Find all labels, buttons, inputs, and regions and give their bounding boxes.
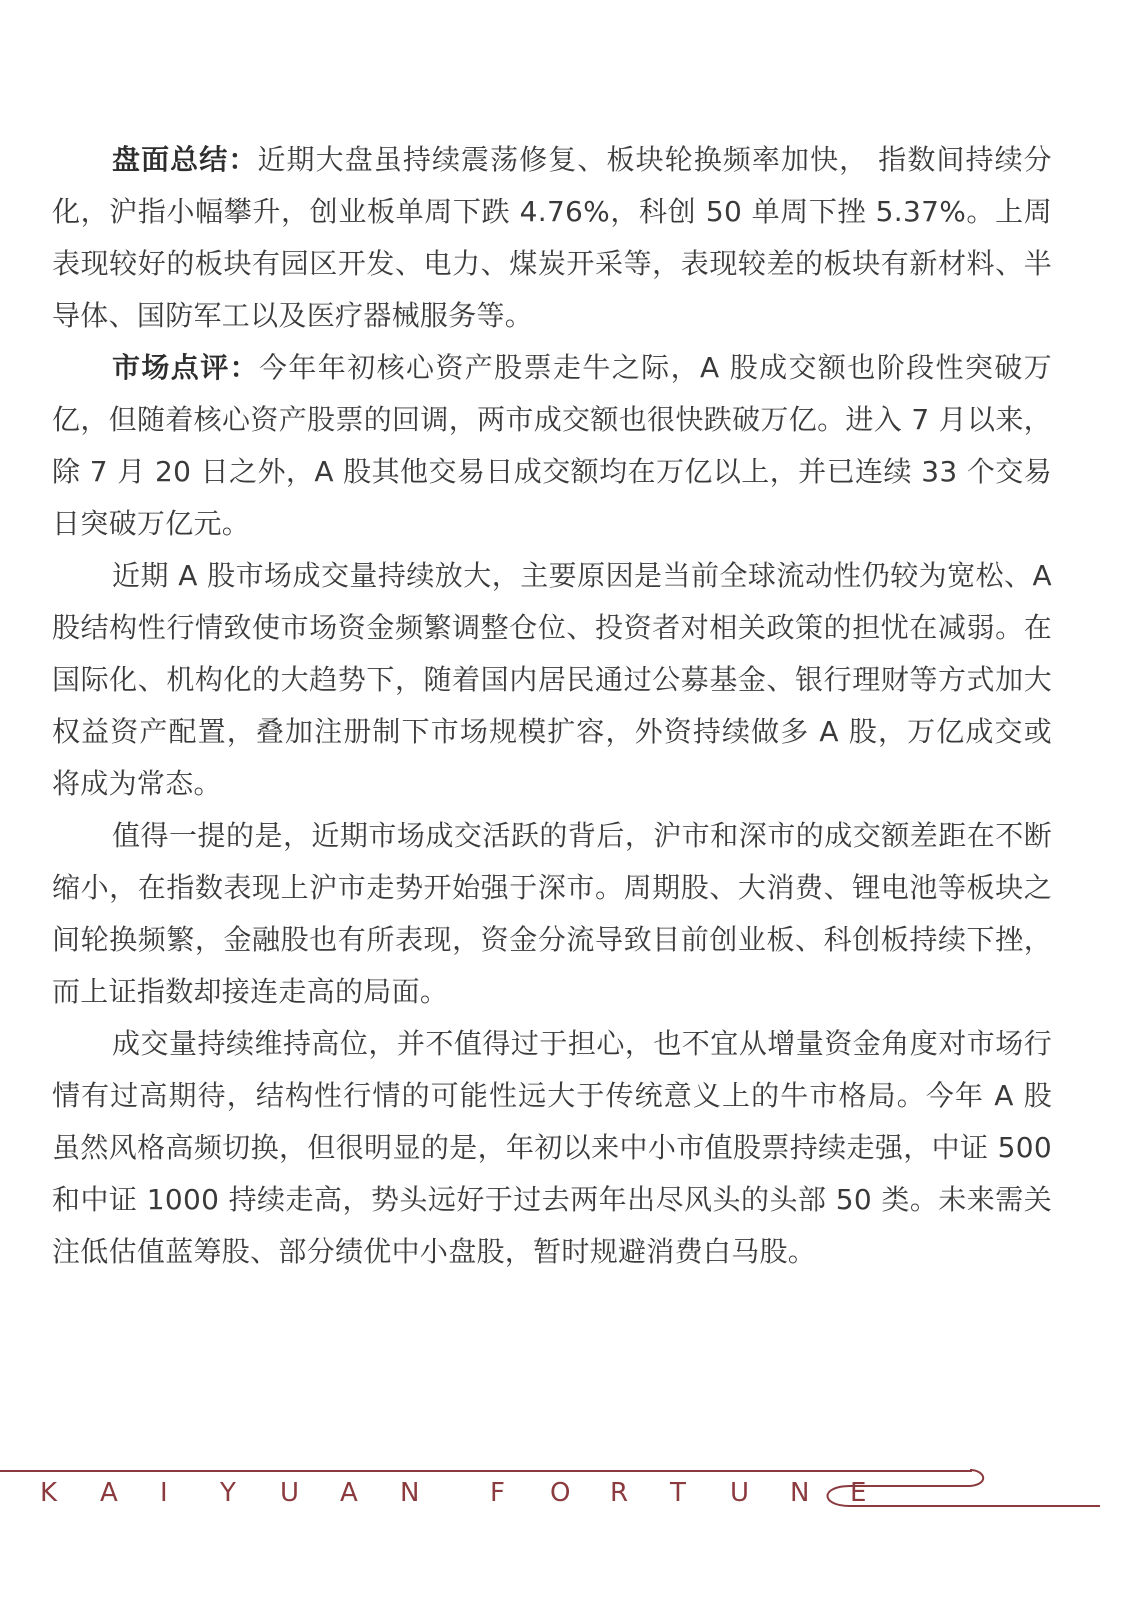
brand-letter: A	[340, 1478, 358, 1508]
brand-letter: K	[40, 1478, 58, 1508]
paragraph-lead: 盘面总结：	[112, 143, 258, 176]
brand-wordmark	[40, 1478, 910, 1508]
paragraph-market-summary	[52, 134, 1052, 342]
brand-letter: T	[670, 1478, 686, 1508]
brand-letter: E	[850, 1478, 867, 1508]
paragraph-text: 值得一提的是，近期市场成交活跃的背后，沪市和深市的成交额差距在不断缩小，在指数表现上沪市走势开始强于深市。周期股、大消费、锂电池等板块之间轮换频繁，金融股也有所表现，资金分流导致目前创业板、科创板持续下挫，而上证指数却接连走高的局面。	[52, 819, 1052, 1008]
brand-letter: N	[400, 1478, 420, 1508]
paragraph-outlook	[52, 1018, 1052, 1278]
brand-letter: R	[610, 1478, 629, 1508]
brand-letter: O	[550, 1478, 571, 1508]
paragraph-volume-reasons	[52, 550, 1052, 810]
paragraph-lead: 市场点评：	[112, 351, 259, 384]
brand-letter: Y	[220, 1478, 236, 1508]
brand-letter: A	[100, 1478, 118, 1508]
brand-letter: U	[730, 1478, 750, 1508]
brand-letter: U	[280, 1478, 300, 1508]
paragraph-text: 成交量持续维持高位，并不值得过于担心，也不宜从增量资金角度对市场行情有过高期待，结构性行情的可能性远大于传统意义上的牛市格局。今年 A 股虽然风格高频切换，但很明显的是，年初以来中小市值股票持续走强，中证 500 和中证 1000 持续走高，势头远好于过去两年出尽风头的头部 50 类。未来需关注低估值蓝筹股、部分绩优中小盘股，暂时规避消费白马股。	[52, 1027, 1052, 1268]
paragraph-market-comment	[52, 342, 1052, 550]
brand-letter: I	[160, 1478, 168, 1508]
paragraph-text: 近期 A 股市场成交量持续放大，主要原因是当前全球流动性仍较为宽松、A 股结构性行情致使市场资金频繁调整仓位、投资者对相关政策的担忧在减弱。在国际化、机构化的大趋势下，随着国内居民通过公募基金、银行理财等方式加大权益资产配置，叠加注册制下市场规模扩容，外资持续做多 A 股，万亿成交或将成为常态。	[52, 559, 1052, 800]
paragraph-text: 近期大盘虽持续震荡修复、板块轮换频率加快， 指数间持续分化，沪指小幅攀升，创业板单周下跌 4.76%，科创 50 单周下挫 5.37%。上周表现较好的板块有园区开发、电力、煤炭开采等，表现较差的板块有新材料、半导体、国防军工以及医疗器械服务等。	[52, 143, 1052, 332]
article-body	[52, 134, 1052, 1278]
paragraph-text: 今年年初核心资产股票走牛之际，A 股成交额也阶段性突破万亿，但随着核心资产股票的回调，两市成交额也很快跌破万亿。进入 7 月以来，除 7 月 20 日之外，A 股其他交易日成交额均在万亿以上，并已连续 33 个交易日突破万亿元。	[52, 351, 1052, 540]
paragraph-sh-sz-gap	[52, 810, 1052, 1018]
brand-letter: N	[790, 1478, 810, 1508]
brand-letter: F	[490, 1478, 505, 1508]
